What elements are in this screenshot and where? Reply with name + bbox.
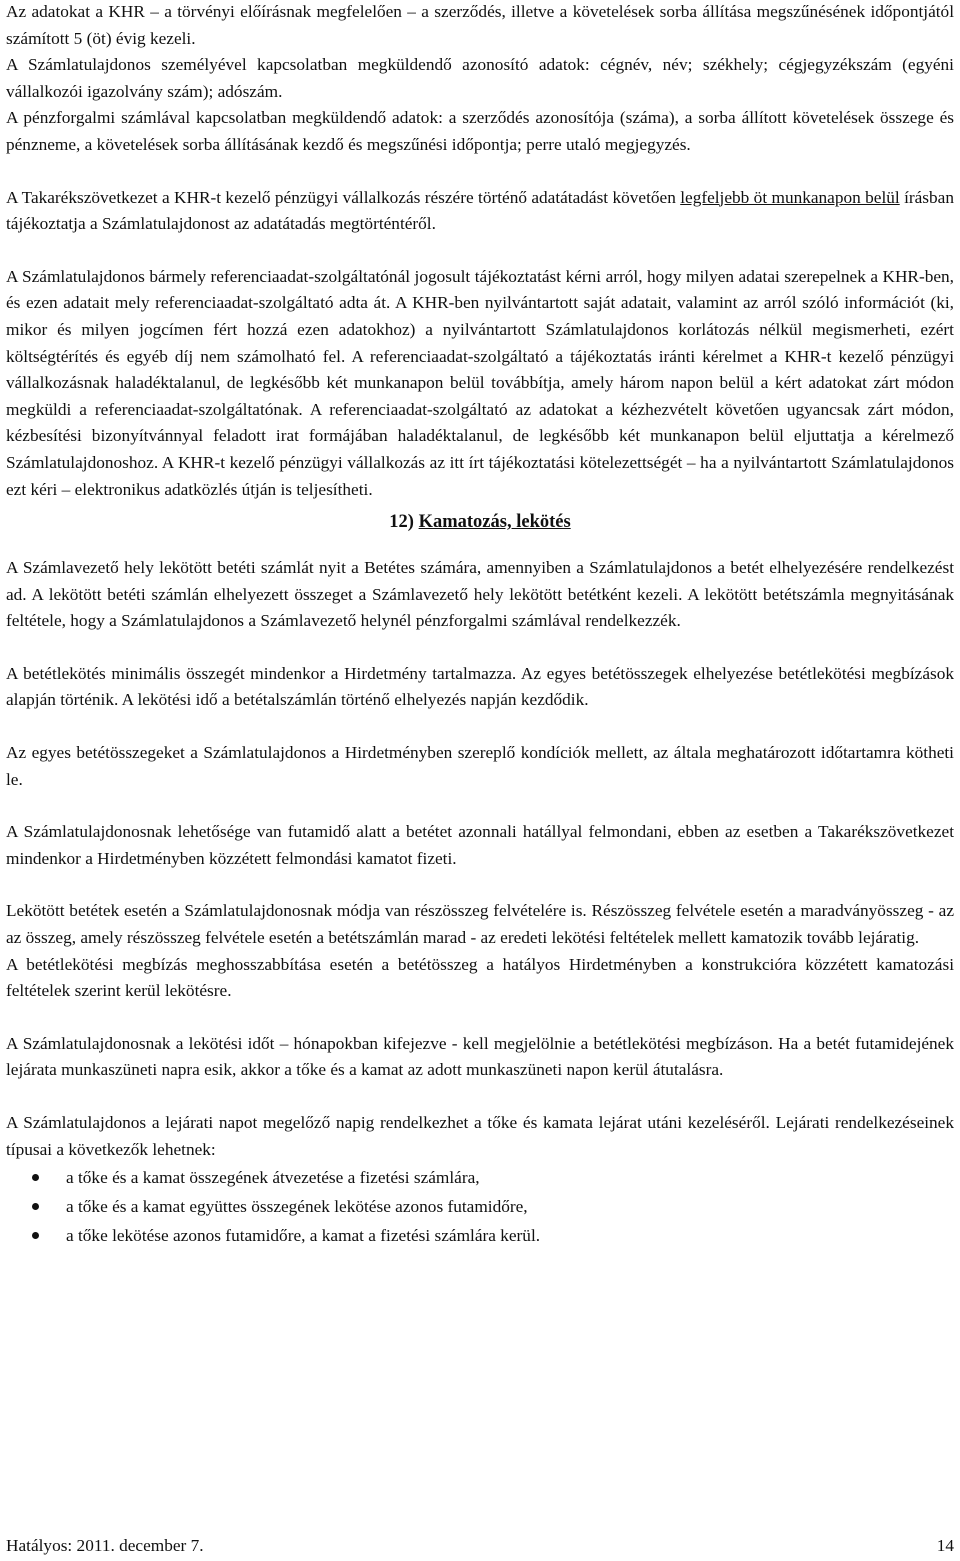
notification-deadline-underlined: legfeljebb öt munkanapon belül: [680, 187, 900, 207]
paragraph-notification: [6, 185, 954, 238]
paragraph-early-termination: A Számlatulajdonosnak lehetősége van futamidő alatt a betétet azonnali hatállyal felmondani, ebben az esetben a Takarékszövetkezet mindenkor a Hirdetményben közzétett felmondási kamatot fizeti.: [6, 822, 954, 868]
effective-date: Hatályos: 2011. december 7.: [6, 1536, 204, 1555]
paragraph-deposit-account: A Számlavezető hely lekötött betéti számlát nyit a Betétes számára, amennyiben a Számlatulajdonos a betét elhelyezésére rendelkezést ad. A lekötött betéti számlán elhelyezett összeget a Számlavezető hely lekötött betétként kezeli. A lekötött betétszámla megnyitásának feltétele, hogy a Számlatulajdonos a Számlavezető helynél pénzforgalmi számlával rendelkezzék.: [6, 558, 954, 631]
list-item: [6, 1192, 954, 1221]
list-item-text: a tőke lekötése azonos futamidőre, a kamat a fizetési számlára kerül.: [66, 1226, 541, 1246]
maturity-options-list: [6, 1163, 954, 1250]
list-item-text: a tőke és a kamat összegének átvezetése a fizetési számlára,: [66, 1168, 480, 1188]
page-footer: [6, 1535, 954, 1557]
bullet-icon: [32, 1174, 39, 1181]
section-title: Kamatozás, lekötés: [418, 512, 571, 533]
section-heading: [6, 509, 954, 535]
list-item: [6, 1163, 954, 1192]
paragraph-information-rights: A Számlatulajdonos bármely referenciaadat-szolgáltatónál jogosult tájékoztatást kérni arról, hogy milyen adatai szerepelnek a KHR-ben, és ezen adatait mely referenciaadat-szolgáltató adta át. A KHR-ben nyilvántartott saját adatait, valamint az arról szóló információt (ki, mikor és milyen jogcímen fért hozzá ezen adatokhoz) a nyilvántartott Számlatulajdonos korlátozás nélkül megismerheti, ezért költségtérítés és egyéb díj nem számolható fel. A referenciaadat-szolgáltató a tájékoztatás iránti kérelmet a KHR-t kezelő pénzügyi vállalkozásnak haladéktalanul, de legkésőbb két munkanapon belül továbbítja, amely három napon belül a kért adatokat zárt módon megküldi a referenciaadat-szolgáltatónak. A referenciaadat-szolgáltató az adatokat a kézhezvételt követően ugyancsak zárt módon, kézbesítési bizonyítvánnyal feladott irat formájában haladéktalanul, de legkésőbb két munkanapon belül eljuttatja a kérelmező Számlatulajdonoshoz. A KHR-t kezelő pénzügyi vállalkozás az itt írt tájékoztatási kötelezettségét – ha a nyilvántartott Számlatulajdonos ezt kéri – elektronikus adatközlés útján is teljesítheti.: [6, 266, 954, 499]
paragraph-owner-identification: A Számlatulajdonos személyével kapcsolatban megküldendő azonosító adatok: cégnév, név; székhely; cégjegyzékszám (egyéni vállalkozói igazolvány szám); adószám.: [6, 55, 954, 101]
notification-text-start: A Takarékszövetkezet a KHR-t kezelő pénzügyi vállalkozás részére történő adatátadást követően: [6, 187, 681, 207]
paragraph-deposit-term: Az egyes betétösszegeket a Számlatulajdonos a Hirdetményben szereplő kondíciók mellett, az általa meghatározott időtartamra kötheti le.: [6, 743, 954, 789]
list-item: [6, 1221, 954, 1250]
list-item-text: a tőke és a kamat együttes összegének lekötése azonos futamidőre,: [66, 1197, 528, 1217]
paragraph-renewal: A betétlekötési megbízás meghosszabbítása esetén a betétösszeg a hatályos Hirdetményben a konstrukcióra közzétett kamatozási feltételek szerint kerül lekötésre.: [6, 954, 954, 1001]
paragraph-term-months: A Számlatulajdonosnak a lekötési időt – hónapokban kifejezve - kell megjelölnie a betétlekötési megbízáson. Ha a betét futamidejének lejárata munkaszüneti napra esik, akkor a tőke és a kamat az adott munkaszüneti napon kerül átutalásra.: [6, 1033, 954, 1080]
section-number: 12): [389, 512, 414, 533]
paragraph-data-retention: Az adatokat a KHR – a törvényi előírásnak megfelelően – a szerződés, illetve a követelések sorba állítása megszűnésének időpontjától számított 5 (öt) évig kezeli.: [6, 2, 954, 48]
bullet-icon: [32, 1203, 39, 1210]
paragraph-maturity-instructions: A Számlatulajdonos a lejárati napot megelőző napig rendelkezhet a tőke és kamata lejárat utáni kezeléséről. Lejárati rendelkezéseinek típusai a következők lehetnek:: [6, 1113, 954, 1159]
notification-text-end: írásban tájékoztatja a Számlatulajdonost az adatátadás megtörténtéről.: [6, 187, 954, 234]
paragraph-minimum-deposit: A betétlekötés minimális összegét mindenkor a Hirdetmény tartalmazza. Az egyes betétösszegek elhelyezése betétlekötési megbízások alapján történik. A lekötési idő a betétalszámlán történő elhelyezés napján kezdődik.: [6, 663, 954, 710]
bullet-icon: [32, 1232, 39, 1239]
page-number: 14: [936, 1536, 954, 1555]
paragraph-partial-withdrawal: Lekötött betétek esetén a Számlatulajdonosnak módja van részösszeg felvételére is. Részösszeg felvétele esetén a maradványösszeg - az az összeg, amely részösszeg felvétele esetén a betétszámlán marad - az eredeti lekötési feltételek mellett kamatozik tovább lejáratig.: [6, 901, 954, 948]
paragraph-account-data: A pénzforgalmi számlával kapcsolatban megküldendő adatok: a szerződés azonosítója (száma), a sorba állított követelések összege és pénzneme, a követelések sorba állításának kezdő és megszűnési időpontja; perre utaló megjegyzés.: [6, 108, 954, 154]
